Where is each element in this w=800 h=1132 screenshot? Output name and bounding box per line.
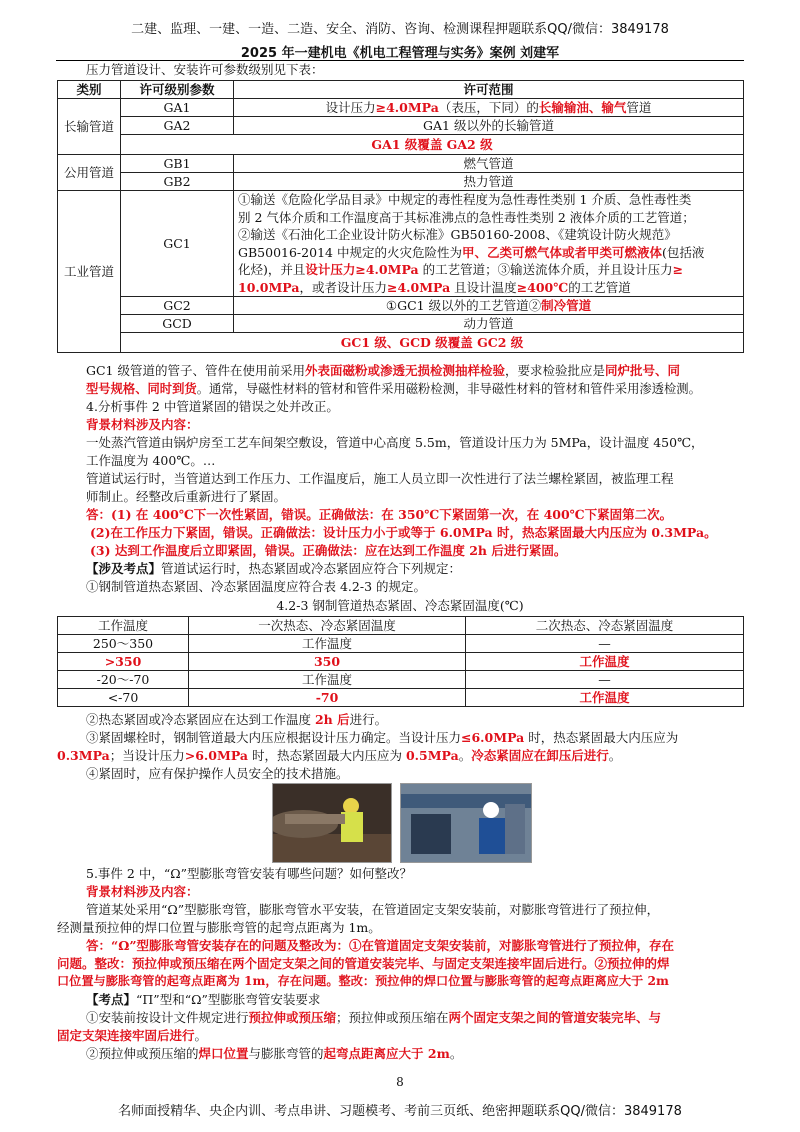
answer-5: 答：“Ω”型膨胀弯管安装存在的问题及整改为：①在管道固定支架安装前，对膨胀弯管进行了预拉伸，存在: [86, 938, 675, 953]
table-row: [58, 191, 744, 297]
gc1-paragraph-line2: 型号规格、同时到货。通常，导磁性材料的管材和管件采用磁粉检测，非导磁性材料的管材和管件采用渗透检测。: [86, 381, 701, 396]
table-cell: 工作温度: [466, 689, 744, 707]
table-header: 类别: [58, 81, 121, 99]
table-header: 工作温度: [58, 617, 189, 635]
level-cell: GA2: [121, 117, 234, 135]
category-cell: 工业管道: [58, 191, 121, 353]
table-header: 许可级别参数: [121, 81, 234, 99]
table-row: [58, 155, 744, 173]
table-row: [58, 635, 744, 653]
keypoint-text: 0.3MPa；当设计压力>6.0MPa 时，热态紧固最大内压应为 0.5MPa。冷态紧固应在卸压后进行。: [57, 748, 622, 763]
table-row: [58, 135, 744, 155]
keypoint-text: ②预拉伸或预压缩的焊口位置与膨胀弯管的起弯点距离应大于 2m。: [86, 1046, 463, 1061]
keypoint-text: ③紧固螺栓时，钢制管道最大内压应根据设计压力确定。当设计压力≤6.0MPa 时，热态紧固最大内压应为: [86, 730, 679, 745]
table-cell: —: [466, 635, 744, 653]
table-header: 二次热态、冷态紧固温度: [466, 617, 744, 635]
table-header-row: [58, 617, 744, 635]
keypoint-text: ①钢制管道热态紧固、冷态紧固温度应符合表 4.2-3 的规定。: [86, 579, 427, 594]
scope-cell: 动力管道: [234, 315, 744, 333]
level-cell: GB1: [121, 155, 234, 173]
answer-4: 答：(1) 在 400℃下一次性紧固，错误。正确做法：在 350℃下紧固第一次，在 400℃下紧固第二次。: [86, 507, 673, 522]
table-row: [58, 173, 744, 191]
table-header: 许可范围: [234, 81, 744, 99]
level-cell: GC1: [121, 191, 234, 297]
page-number: 8: [396, 1075, 404, 1089]
worker-photo-1: [272, 783, 392, 863]
table-header: 一次热态、冷态紧固温度: [189, 617, 466, 635]
background-text: 一处蒸汽管道由锅炉房至工艺车间架空敷设，管道中心高度 5.5m，管道设计压力为 5MPa，设计温度 450℃，: [86, 435, 704, 450]
table-cell: —: [466, 671, 744, 689]
header-subtitle: 2025 年一建机电《机电工程管理与实务》案例 刘建军: [240, 46, 560, 61]
table-row: [58, 99, 744, 117]
table-cell: -20～-70: [58, 671, 189, 689]
keypoint-text: 固定支架连接牢固后进行。: [57, 1028, 208, 1043]
table-cell: >350: [58, 653, 189, 671]
worker-photo-2: [400, 783, 532, 863]
keypoint-title: 【涉及考点】管道试运行时，热态紧固或冷态紧固应符合下列规定：: [86, 561, 462, 576]
background-text: 经测量预拉伸的焊口位置与膨胀弯管的起弯点距离为 1m。: [57, 920, 381, 935]
table-row: [58, 315, 744, 333]
answer-4: (3) 达到工作温度后立即紧固，错误。正确做法：应在达到工作温度 2h 后进行紧固。: [90, 543, 567, 558]
gc1-paragraph-line1: GC1 级管道的管子、管件在使用前采用外表面磁粉或渗透无损检测抽样检验，要求检验批应是同炉批号、同: [86, 363, 681, 378]
answer-5: 问题。整改：预拉伸或预压缩在两个固定支架之间的管道安装完毕、与固定支架连接牢固后进行。②预拉伸的焊: [57, 956, 670, 971]
category-cell: 长输管道: [58, 99, 121, 155]
footer-contact: 名师面授精华、央企内训、考点串讲、习题模考、考前三页纸、绝密押题联系QQ/微信：3849178: [118, 1104, 682, 1119]
table-cell: -70: [189, 689, 466, 707]
keypoint-text: ④紧固时，应有保护操作人员安全的技术措施。: [86, 766, 349, 781]
table-cell: <-70: [58, 689, 189, 707]
table-cell: 工作温度: [466, 653, 744, 671]
keypoint-text: ①安装前按设计文件规定进行预拉伸或预压缩；预拉伸或预压缩在两个固定支架之间的管道安装完毕、与: [86, 1010, 662, 1025]
tightening-table: [57, 616, 744, 707]
background-title: 背景材料涉及内容：: [86, 417, 199, 432]
question-4: 4.分析事件 2 中管道紧固的错误之处并改正。: [86, 399, 339, 414]
scope-cell: ①输送《危险化学品目录》中规定的毒性程度为急性毒性类别 1 介质、急性毒性类 别 2 气体介质和工作温度高于其标准沸点的急性毒性类别 2 液体介质的工艺管道； ②输送《石油化工企业设计防火标准》GB50160-2008、《建筑设计防火规范》 GB50016-2014 中规定的火灾危险性为甲、乙类可燃气体或者甲类可燃液体(包括液 化烃)，并且设计压力≥4.0MPa 的工艺管道；③输送流体介质，并且设计压力≥ 10.0MPa，或者设计压力≥4.0MPa 且设计温度≥400℃的工艺管道: [234, 191, 744, 297]
table-cell: 350: [189, 653, 466, 671]
background-text: 工作温度为 400℃。…: [86, 453, 216, 468]
keypoint-text: ②热态紧固或冷态紧固应在达到工作温度 2h 后进行。: [86, 712, 388, 727]
table-cell: 工作温度: [189, 671, 466, 689]
question-5: 5.事件 2 中，“Ω”型膨胀弯管安装有哪些问题？如何整改？: [86, 866, 412, 881]
intro-text: 压力管道设计、安装许可参数级别见下表：: [86, 62, 324, 77]
scope-cell: ①GC1 级以外的工艺管道②制冷管道: [234, 297, 744, 315]
level-cell: GCD: [121, 315, 234, 333]
level-cell: GC2: [121, 297, 234, 315]
keypoint-title: 【考点】“Π”型和“Ω”型膨胀弯管安装要求: [86, 992, 321, 1007]
table-row: [58, 653, 744, 671]
level-cell: GB2: [121, 173, 234, 191]
category-cell: 公用管道: [58, 155, 121, 191]
table-row: [58, 333, 744, 353]
table-row: [58, 297, 744, 315]
table-cell: 250～350: [58, 635, 189, 653]
scope-cell: GA1 级以外的长输管道: [234, 117, 744, 135]
level-cell: GA1: [121, 99, 234, 117]
scope-cell: 热力管道: [234, 173, 744, 191]
answer-5: 口位置与膨胀弯管的起弯点距离为 1m，存在问题。整改：预拉伸的焊口位置与膨胀弯管的起弯点距离应大于 2m: [57, 974, 669, 988]
background-text: 管道试运行时，当管道达到工作压力、工作温度后，施工人员立即一次性进行了法兰螺栓紧固，被监理工程: [86, 471, 674, 486]
background-text: 管道某处采用“Ω”型膨胀弯管，膨胀弯管水平安装，在管道固定支架安装前，对膨胀弯管进行了预拉伸，: [86, 902, 660, 917]
permit-table: [57, 80, 744, 353]
background-text: 师制止。经整改后重新进行了紧固。: [86, 489, 287, 504]
table-row: [58, 689, 744, 707]
coverage-note: GA1 级覆盖 GA2 级: [121, 135, 744, 155]
answer-4: (2)在工作压力下紧固，错误。正确做法：设计压力小于或等于 6.0MPa 时，热态紧固最大内压应为 0.3MPa。: [90, 525, 717, 540]
scope-cell: 燃气管道: [234, 155, 744, 173]
table-caption: 4.2-3 钢制管道热态紧固、冷态紧固温度(℃): [276, 598, 524, 613]
scope-cell: 设计压力≥4.0MPa（表压，下同）的长输输油、输气管道: [234, 99, 744, 117]
background-title: 背景材料涉及内容：: [86, 884, 199, 899]
header-contact: 二建、监理、一建、一造、二造、安全、消防、咨询、检测课程押题联系QQ/微信：3849178: [131, 22, 669, 37]
coverage-note: GC1 级、GCD 级覆盖 GC2 级: [121, 333, 744, 353]
table-header-row: [58, 81, 744, 99]
table-cell: 工作温度: [189, 635, 466, 653]
table-row: [58, 117, 744, 135]
table-row: [58, 671, 744, 689]
